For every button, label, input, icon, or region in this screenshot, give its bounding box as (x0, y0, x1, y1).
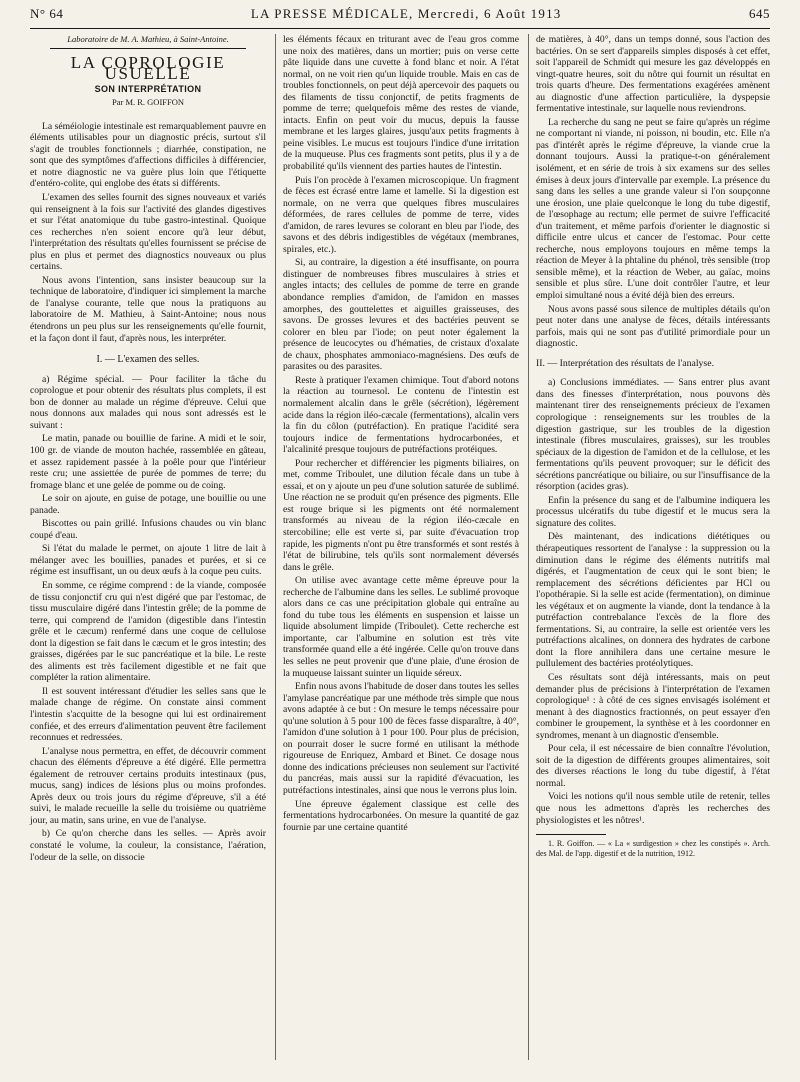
paragraph: Le matin, panade ou bouillie de farine. A midi et le soir, 100 gr. de viande de mouton hachée, rassemblée en gâteau, et assez rapidement passée à la poêle pour que l'intérieur reste cru; une assiettée de purée de pommes de terre; du fromage blanc et une gelée de pomme ou de coing. (30, 433, 266, 491)
paragraph: Si l'état du malade le permet, on ajoute 1 litre de lait à mélanger avec les bouillies, panades et purées, et si ce régime est insuffisant, un ou deux œufs à la coque peu cuits. (30, 543, 266, 578)
paragraph: Une épreuve également classique est celle des fermentations hydrocarbonées. On mesure la quantité de gaz fournie par une certaine quantité (283, 798, 519, 833)
column-2 (283, 34, 519, 835)
column-divider-1 (275, 34, 276, 1060)
running-head (30, 6, 770, 26)
lab-line: Laboratoire de M. A. Mathieu, à Saint-Antoine. (67, 34, 229, 44)
footnote: 1. R. Goiffon. — « La « surdigestion » chez les constipés ». Arch. des Mal. de l'app. digestif et de la nutrition, 1912. (536, 839, 770, 858)
paragraph: Voici les notions qu'il nous semble utile de retenir, telles que nous les admettons d'après les recherches des physiologistes et les nôtres¹. (536, 791, 770, 826)
paragraph: Pour cela, il est nécessaire de bien connaître l'évolution, soit de la digestion de différents groupes alimentaires, soit des diverses réactions le long du tube digestif, à l'état normal. (536, 743, 770, 789)
paragraph: les éléments fécaux en triturant avec de l'eau gros comme une noix des matières, dans un mortier; puis on verse cette pâte liquide dans une cuvette à fond blanc et noir. A l'état normal, on ne voit rien qu'un liquide trouble. Mais en cas de troubles fonctionnels, on peut déjà apercevoir des paquets ou des filaments de tissu conjonctif, de petits fragments de pomme de terre; quelquefois même des restes de viande, intacts. Enfin on peut voir du mucus, depuis la fausse membrane et les larges glaires, jusqu'aux petits fragments à peine visibles. Le mucus est toujours l'indice d'une irritation de la muqueuse. Plus ces fragments sont petits, plus il y a de probabilité qu'ils viennent des parties hautes de l'intestin. (283, 34, 519, 173)
section-heading-2: II. — Interprétation des résultats de l'analyse. (536, 357, 715, 369)
paragraph: Reste à pratiquer l'examen chimique. Tout d'abord notons la réaction au tournesol. Le contenu de l'intestin est normalement alcalin dans le grêle (sécrétion), légèrement acide dans la région iléo-cæcale (fermentations), alcalin vers la fin du côlon (putréfaction). En pratique l'acidité sera toujours indice de fermentations hydrocarbonées, et l'alcalinité presque toujours de putréfactions protéiques. (283, 374, 519, 456)
paragraph: Nous avons l'intention, sans insister beaucoup sur la technique de laboratoire, d'indiquer ici simplement la marche de l'analyse courante, telle que nous la pratiquons au laboratoire de M. Mathieu, à Saint-Antoine; nous nous étendrons un peu plus sur les renseignements qu'elle fournit, et la façon dont il faut, d'après nous, les interpréter. (30, 274, 266, 344)
paragraph: Ces résultats sont déjà intéressants, mais on peut demander plus de précisions à l'interprétation de l'examen coprologique¹ : à côté de ces signes envisagés isolément et menant à des diagnostics fractionnés, on peut essayer d'en combiner le groupement, la synthèse et à les coordonner en syndromes, menant à un diagnostic d'ensemble. (536, 671, 770, 741)
page-label: N° 64 (30, 6, 64, 21)
paragraph: La recherche du sang ne peut se faire qu'après un régime ne comportant ni viande, ni poisson, ni boudin, etc. Elle n'a pas d'intérêt après le régime d'épreuve, la viande crue la donnant toujours. Aussi la pratique-t-on généralement isolément, et en série de trois à six examens sur des selles émises à deux jours d'intervalle par exemple. La présence du sang dans les selles a une grande valeur si l'on soupçonne une érosion, une plaie quelconque le long du tube digestif, de l'œsophage au rectum; elle permet de suivre l'efficacité d'un traitement, et même parfois d'orienter le diagnostic si difficile entre ulcus et cancer de l'estomac. Pour cette recherche, nous employons toujours en même temps la réaction de Meyer à la phtaline du phénol, très sensible (trop sensible même), et la réaction de Weber, au gaïac, moins sensible et plus sûre. L'une doit contrôler l'autre, et leur emploi simultané nous a évité déjà bien des erreurs. (536, 116, 770, 302)
paragraph: Enfin la présence du sang et de l'albumine indiquera les processus ulcératifs du tube digestif et le mucus sera la signature des colites. (536, 494, 770, 529)
paragraph: Biscottes ou pain grillé. Infusions chaudes ou vin blanc coupé d'eau. (30, 518, 266, 541)
column-divider-2 (528, 34, 529, 1060)
paragraph: L'examen des selles fournit des signes nouveaux et variés qui renseignent à la fois sur l'activité des glandes digestives et sur l'état anatomique du tube gastro-intestinal. Quoique ces recherches n'en soient encore qu'à leur début, l'interprétation des résultats qu'elles fournissent se précise de plus en plus et permet des diagnostics nouveaux ou plus certains. (30, 192, 266, 273)
article-title: LA COPROLOGIE USUELLE (70, 52, 226, 84)
title-rule (50, 48, 246, 49)
paragraph: Le soir on ajoute, en guise de potage, une bouillie ou une panade. (30, 493, 266, 516)
paragraph: Il est souvent intéressant d'étudier les selles sans que le malade change de régime. On constate ainsi comment l'intestin s'acquitte de la besogne qui lui est ordinairement confiée, et des erreurs d'alimentation peuvent être facilement reconnues et redressées. (30, 685, 266, 744)
paragraph: Puis l'on procède à l'examen microscopique. Un fragment de fèces est écrasé entre lame et lamelle. Si la digestion est normale, on ne verra que quelques fibres musculaires déformées, de rares cellules de pomme de terre, vides d'amidon, de rares levures se colorant en bleu par l'iode, des savons et des débris indigestibles de végétaux (membranes, spirales, etc.). (283, 174, 519, 255)
column-3 (536, 34, 770, 860)
paragraph: Pour rechercher et différencier les pigments biliaires, on met, comme Triboulet, une dilution fécale dans un tube à essai, et on y ajoute un peu d'une solution saturée de sublimé. Une réaction ne se produit qu'en présence des pigments. Elle est rouge brique si les pigments ont été normalement transformés au niveau de la région iléo-cæcale en stercobiline; elle est verte si, par suite d'évacuation trop rapide, les pigments n'ont pu être transformés et sont restés à l'état de bilirubine, tels qu'ils sont normalement déversés dans le grêle. (283, 457, 519, 573)
paragraph: On utilise avec avantage cette même épreuve pour la recherche de l'albumine dans les selles. Le sublimé provoque alors dans ce cas une précipitation globale qui entraîne au fond du tube tous les éléments en suspension et laisse un liquide absolument limpide (Triboulet). Cette recherche est importante, car l'albumine en solution est très vite transformée quand elle a été ingérée. Celle qu'on trouve dans les selles ne peut provenir que d'une plaie, d'une érosion de la muqueuse laissant suinter un liquide séreux. (283, 575, 519, 679)
paragraph: Dès maintenant, des indications diététiques ou thérapeutiques ressortent de l'analyse : la suppression ou la diminution dans le régime des éléments nutritifs mal digérés, et l'augmentation de ceux qui le sont bien; le remplacement des sécrétions déficientes par HCl ou l'opothérapie. Si la selle est acide (fermentation), on diminue les végétaux et on augmente la viande, dont la tendance à la putréfaction contrebalance l'excès de la flore des fermentations. Si, au contraire, la selle est orientée vers les putréfactions alcalines, on donnera des hydrates de carbone dont la flore annihilera dans une certaine mesure le pullulement des bactéries protéolytiques. (536, 531, 770, 670)
paragraph: L'analyse nous permettra, en effet, de découvrir comment chacun des éléments d'épreuve a été digéré. Elle permettra également de retrouver certains produits intestinaux (pus, mucus, sang) indices de lésions plus ou moins profondes. Après deux ou trois jours du régime d'épreuve, s'il a été suivi, le malade recueille la selle du troisième ou quatrième jour, au matin, sans urine, en vue de l'analyse. (30, 745, 266, 826)
paragraph: La séméiologie intestinale est remarquablement pauvre en éléments utilisables pour un diagnostic précis, surtout s'il s'agit de troubles fonctionnels ; diarrhée, constipation, ne sont que des symptômes d'affections difficiles à différencier, et notre diagnostic ne va guère plus loin que l'étiquette d'entéro-colite, qui englobe des états si différents. (30, 120, 266, 190)
column-1 (30, 34, 266, 865)
paragraph: a) Conclusions immédiates. — Sans entrer plus avant dans des finesses d'interprétation, nous pouvons dès maintenant tirer des renseignements précieux de l'examen coprologique : renseignements sur les troubles de la digestion gastrique, sur les troubles de la digestion intestinale (fibres musculaires, graisses), sur les troubles spéciaux de la digestion de l'amidon et de la cellulose, et les fermentations qu'ils peuvent provoquer; sur le déficit des sécrétions pancréatique ou biliaire, ou sur l'insuffisance de la résorption (acides gras). (536, 377, 770, 493)
paragraph: Nous avons passé sous silence de multiples détails qu'on peut noter dans une analyse de fèces, détails intéressants parfois, mais qui ne sont pas d'utilité primordiale pour un diagnostic. (536, 303, 770, 350)
paragraph: de matières, à 40°, dans un temps donné, sous l'action des bactéries. On se sert d'appareils simples disposés à cet effet, soit l'appareil de Schmidt qui mesure les gaz développés en vingt-quatre heures, soit du nôtre qui fournit un résultat en trois quarts d'heure. Des fermentations exagérées amènent au diagnostic d'une affection particulière, la dyspepsie fermentative intestinale, sur laquelle nous reviendrons. (536, 34, 770, 115)
footnote-rule (536, 834, 606, 835)
header-rule (30, 28, 770, 29)
paragraph: En somme, ce régime comprend : de la viande, composée de tissu conjonctif cru qui n'est digéré que par l'estomac, de tissu musculaire digéré dans l'intestin grêle; de la pomme de terre, qui comprend de l'amidon (digestible dans l'intestin grêle et le cæcum) renfermé dans une coque de cellulose dont la digestion se fait dans le cæcum et le gros intestin; des graisses, digérées par le suc pancréatique et la bile. Le reste des aliments est très facilement digestible et ne fait que compléter la ration alimentaire. (30, 579, 266, 684)
article-subtitle: SON INTERPRÉTATION (94, 83, 202, 94)
paragraph: a) Régime spécial. — Pour faciliter la tâche du coprologue et pour obtenir des résultats plus complets, il est bon de donner au malade un régime d'épreuve. Celui que nous donnons aux malades qui nous sont adressés est le suivant : (30, 373, 266, 431)
paragraph: Enfin nous avons l'habitude de doser dans toutes les selles l'amylase pancréatique par une méthode très simple que nous avons adaptée à ce but : On mesure le temps nécessaire pour qu'une solution à 5 pour 100 de fèces fasse disparaître, à 40°, l'amidon d'une solution à 1 pour 100. Pour plus de précision, on pourrait doser le sucre formé en utilisant la méthode rigoureuse de Enriquez, Ambard et Binet. Ce dosage nous donne des indications précieuses non seulement sur l'activité du pancréas, mais aussi sur la rapidité d'évacuation, les putréfactions intestinales, ainsi que nous le verrons plus loin. (283, 681, 519, 796)
page-number: 645 (748, 6, 770, 21)
journal-title: LA PRESSE MÉDICALE, Mercredi, 6 Août 1913 (250, 6, 562, 21)
section-heading-1: I. — L'examen des selles. (96, 354, 200, 366)
article-author: Par M. R. GOIFFON (111, 97, 185, 108)
paragraph: b) Ce qu'on cherche dans les selles. — Après avoir constaté le volume, la couleur, la consistance, l'aération, l'odeur de la selle, on dissocie (30, 828, 266, 863)
paragraph: Si, au contraire, la digestion a été insuffisante, on pourra distinguer de nombreuses fibres musculaires à stries et angles intacts; des cellules de pomme de terre en grande abondance remplies d'amidon, de l'amidon en masses amorphes, des gouttelettes et aiguilles graisseuses, des savons. De grosses levures et des bactéries peuvent se colorer en bleu par l'iode; on peut noter également la présence de leucocytes ou d'hématies, de cristaux d'oxalate de chaux, phosphates ammoniaco-magnésiens. Des œufs de parasites ou des parasites. (283, 257, 519, 373)
